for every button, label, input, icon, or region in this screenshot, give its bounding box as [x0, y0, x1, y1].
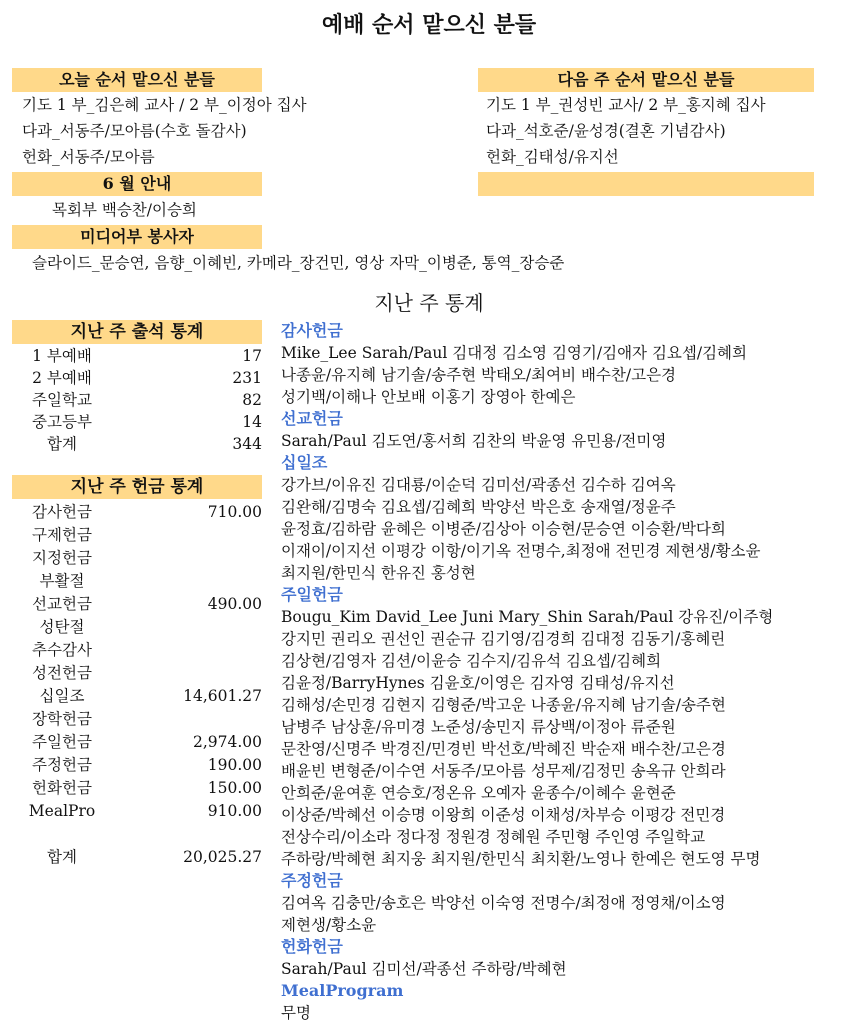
today-header: 오늘 순서 맡으신 분들	[12, 68, 262, 92]
next-week-line-refreshment: 다과_석호준/윤성경(결혼 기념감사)	[486, 122, 726, 140]
donor-names-line: 안희준/윤여훈 연승호/정온유 오예자 윤종수/이혜수 윤현준	[281, 784, 676, 802]
june-header: 6 월 안내	[12, 172, 262, 196]
donor-category-heading: 헌화헌금	[281, 937, 343, 956]
june-line: 목회부 백승찬/이승희	[52, 201, 197, 219]
donor-category-heading: 주정헌금	[281, 871, 343, 890]
offering-label: 선교헌금	[32, 595, 92, 613]
donor-category-heading: 십일조	[281, 453, 328, 472]
offering-label: MealPro	[28, 802, 96, 820]
donor-names-line: 강지민 권리오 권선인 권순규 김기영/김경희 김대정 김동기/홍혜린	[281, 630, 726, 648]
offering-total-label: 합계	[47, 848, 77, 866]
donor-names-line: 이재이/이지선 이평강 이항/이기옥 전명수,최정애 전민경 제현생/황소윤	[281, 542, 761, 560]
donor-names-line: 성기백/이해나 안보배 이홍기 장영아 한예은	[281, 388, 576, 406]
donor-names-line: 김윤정/BarryHynes 김윤호/이영은 김자영 김태성/유지선	[281, 674, 675, 692]
offering-value: 710.00	[207, 503, 262, 521]
donor-names-line: 김상현/김영자 김션/이윤승 김수지/김유석 김요셉/김혜희	[281, 652, 662, 670]
donor-names-line: 이상준/박혜선 이승명 이왕희 이준성 이채성/차부승 이평강 전민경	[281, 806, 726, 824]
donor-names-line: Bougu_Kim David_Lee Juni Mary_Shin Sarah/Paul 강유진/이주형	[281, 608, 774, 626]
offering-total-value: 20,025.27	[183, 848, 262, 866]
donor-names-line: Mike_Lee Sarah/Paul 김대정 김소영 김영기/김애자 김요셉/김혜희	[281, 344, 748, 362]
attendance-value: 82	[242, 391, 262, 409]
donor-names-line: 김완해/김명숙 김요셉/김혜희 박양선 박은호 송재열/정윤주	[281, 498, 676, 516]
media-line: 슬라이드_문승연, 음향_이혜빈, 카메라_장건민, 영상 자막_이병준, 통역_장승준	[32, 254, 565, 272]
attendance-label: 중고등부	[32, 413, 92, 431]
today-line-prayer: 기도 1 부_김은혜 교사 / 2 부_이정아 집사	[22, 96, 307, 114]
donor-category-heading: 감사헌금	[281, 321, 343, 340]
attendance-total-label: 합계	[47, 435, 77, 453]
next-week-line-flowers: 헌화_김태성/유지선	[486, 148, 619, 166]
offering-value: 14,601.27	[183, 687, 262, 705]
donor-names-line: 최지원/한민식 한유진 홍성현	[281, 564, 476, 582]
offering-label: 추수감사	[32, 641, 92, 659]
donor-category-heading: 주일헌금	[281, 585, 343, 604]
donor-names-line: Sarah/Paul 김미선/곽종선 주하랑/박혜현	[281, 960, 567, 978]
offering-label: 주정헌금	[32, 756, 92, 774]
donor-names-line: 전상수리/이소라 정다정 정원경 정혜원 주민형 주인영 주일학교	[281, 828, 706, 846]
offering-label: 십일조	[39, 687, 85, 705]
donor-names-line: 나종윤/유지혜 남기솔/송주현 박태오/최여비 배수찬/고은경	[281, 366, 677, 384]
offering-label: 성탄절	[39, 618, 85, 636]
offering-value: 150.00	[207, 779, 262, 797]
attendance-value: 14	[242, 413, 262, 431]
today-line-refreshment: 다과_서동주/모아름(수호 돌감사)	[22, 122, 247, 140]
offering-value: 190.00	[207, 756, 262, 774]
donor-names-line: 제현생/황소윤	[281, 916, 377, 934]
attendance-label: 주일학교	[32, 391, 92, 409]
attendance-label: 1 부예배	[32, 347, 92, 365]
donor-names-line: 김해성/손민경 김현지 김형준/박고운 나종윤/유지혜 남기솔/송주현	[281, 696, 726, 714]
offering-value: 490.00	[207, 595, 262, 613]
offering-label: 감사헌금	[32, 503, 92, 521]
donor-list	[281, 320, 851, 1024]
media-header: 미디어부 봉사자	[12, 225, 262, 249]
attendance-label: 2 부예배	[32, 369, 92, 387]
offering-label: 부활절	[39, 572, 85, 590]
today-line-flowers: 헌화_서동주/모아름	[22, 148, 155, 166]
offering-value: 2,974.00	[192, 733, 262, 751]
offering-label: 지정헌금	[32, 549, 92, 567]
offering-label: 주일헌금	[32, 733, 92, 751]
donor-names-line: 문찬영/신명주 박경진/민경빈 박선호/박혜진 박순재 배수찬/고은경	[281, 740, 726, 758]
donor-names-line: Sarah/Paul 김도연/홍서희 김찬의 박윤영 유민용/전미영	[281, 432, 667, 450]
donor-names-line: 윤정효/김하람 윤혜은 이병준/김상아 이승현/문승연 이승환/박다희	[281, 520, 726, 538]
offering-header: 지난 주 헌금 통계	[12, 475, 262, 499]
donor-names-line: 배윤빈 변형준/이수연 서동주/모아름 성무제/김정민 송옥규 안희라	[281, 762, 726, 780]
next-week-header: 다음 주 순서 맡으신 분들	[478, 68, 814, 92]
page-title: 예배 순서 맡으신 분들	[321, 12, 537, 38]
donor-names-line: 김여옥 김충만/송호은 박양선 이숙영 전명수/최정애 정영채/이소영	[281, 894, 726, 912]
donor-category-heading: 선교헌금	[281, 409, 343, 428]
donor-names-line: 남병주 남상훈/유미경 노준성/송민지 류상백/이정아 류준원	[281, 718, 676, 736]
next-week-line-prayer: 기도 1 부_권성빈 교사/ 2 부_홍지혜 집사	[486, 96, 766, 114]
attendance-header: 지난 주 출석 통계	[12, 320, 262, 344]
offering-value: 910.00	[207, 802, 262, 820]
donor-names-line: 주하랑/박혜현 최지웅 최지원/한민식 최치환/노영나 한예은 현도영 무명	[281, 850, 761, 868]
offering-label: 헌화헌금	[32, 779, 92, 797]
donor-names-line: 강가브/이유진 김대룡/이순덕 김미선/곽종선 김수하 김여옥	[281, 476, 676, 494]
attendance-total-value: 344	[232, 435, 262, 453]
donor-names-line: 무명	[281, 1004, 311, 1022]
offering-label: 구제헌금	[32, 526, 92, 544]
attendance-value: 231	[232, 369, 262, 387]
next-week-empty-band	[478, 172, 814, 196]
stats-title: 지난 주 통계	[374, 291, 484, 315]
donor-category-heading: MealProgram	[281, 981, 404, 1000]
offering-label: 성전헌금	[32, 664, 92, 682]
offering-label: 장학헌금	[32, 710, 92, 728]
attendance-value: 17	[242, 347, 262, 365]
